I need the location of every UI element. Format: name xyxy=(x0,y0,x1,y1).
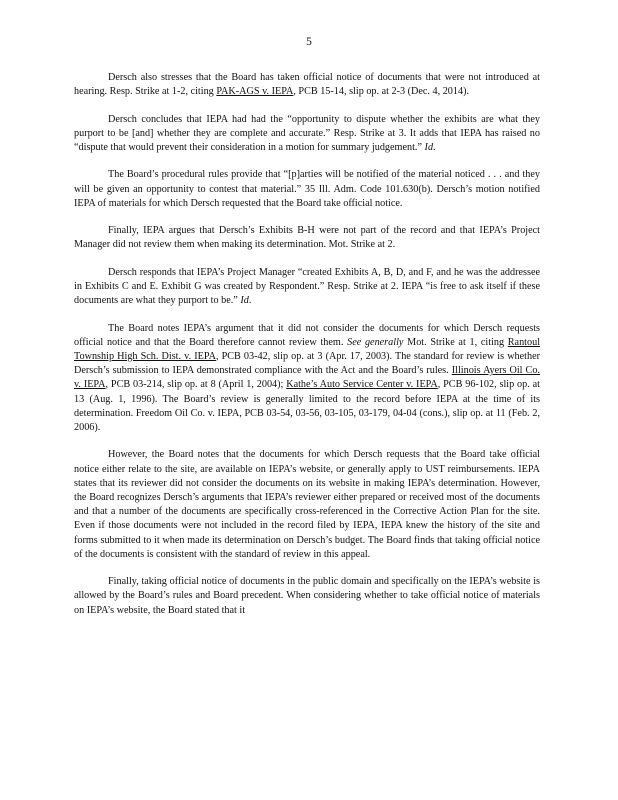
italic-signal: Id xyxy=(240,295,249,307)
case-citation: PAK-AGS v. IEPA xyxy=(216,86,294,98)
paragraph-2 xyxy=(74,113,540,156)
page-number: 5 xyxy=(306,36,312,48)
case-citation: Kathe’s Auto Service Center v. IEPA xyxy=(286,379,438,391)
paragraph-text: , PCB 03-214, slip op. at 8 (April 1, 2004); xyxy=(105,379,287,391)
paragraph-text: . xyxy=(433,142,436,153)
paragraph-text: , PCB 03-42, slip op. at 3 (Apr. 17, 2003). The standard for review is whether Dersch’s submission to IEPA demonstrated compliance with the Act and the Board’s rules. xyxy=(74,350,541,377)
case-citation: Illinois Ayers Oil Co. v. IEPA xyxy=(74,365,540,391)
italic-signal: Id xyxy=(424,142,434,153)
paragraph-text: Dersch concludes that IEPA had had the “opportunity to dispute whether the exhibits are what they purport to be [and] whether they are complete and accurate.” Resp. Strike at 3. It adds that IEPA has raised no “dispute that would prevent their consideration in a motion for summary judgement.” xyxy=(74,113,540,153)
paragraph-text: Dersch also stresses that the Board has taken official notice of documents that were not introduced at hearing. Resp. Strike at 1-2, citing xyxy=(74,72,540,98)
italic-signal: See generally xyxy=(347,336,404,348)
paragraph-6 xyxy=(74,322,540,436)
document-body xyxy=(74,71,540,631)
paragraph-7 xyxy=(74,448,540,562)
paragraph-text: Finally, taking official notice of documents in the public domain and specifically on the IEPA’s website is allowed by the Board’s rules and Board precedent. When considering whether to take official notice of materials on IEPA’s website, the Board stated that it xyxy=(74,576,540,616)
paragraph-3 xyxy=(74,168,540,211)
paragraph-5 xyxy=(74,266,540,309)
paragraph-text: The Board’s procedural rules provide that “[p]arties will be notified of the material noticed . . . and they will be given an opportunity to contest that material.” 35 Ill. Adm. Code 101.630(b). Dersch’s motion notified IEPA of materials for which Dersch requested that the Board take official notice. xyxy=(74,169,540,209)
paragraph-1 xyxy=(74,71,540,99)
paragraph-text: The Board notes IEPA’s argument that it did not consider the documents for which Dersch requests official notice and that the Board therefore cannot review them. xyxy=(74,322,540,348)
paragraph-4 xyxy=(74,224,540,252)
paragraph-8 xyxy=(74,575,540,618)
case-citation: Rantoul Township High Sch. Dist. v. IEPA xyxy=(74,336,541,362)
paragraph-text: , PCB 96-102, slip op. at 13 (Aug. 1, 1996). The Board’s review is generally limited to the record before IEPA at the time of its determination. Freedom Oil Co. v. IEPA, PCB 03-54, 03-56, 03-105, 03-179, 04-04 (cons.), slip op. at 11 (Feb. 2, 2006). xyxy=(74,379,540,433)
paragraph-text: , PCB 15-14, slip op. at 2-3 (Dec. 4, 2014). xyxy=(293,86,470,98)
paragraph-text: Dersch responds that IEPA’s Project Manager “created Exhibits A, B, D, and F, and he was the addressee in Exhibits C and E. Exhibit G was created by Respondent.” Resp. Strike at 2. IEPA “is free to ask itself if these documents are what they purport to be.” xyxy=(74,266,540,307)
paragraph-text: However, the Board notes that the documents for which Dersch requests that the Board take official notice either relate to the site, are available on IEPA’s website, or generally apply to UST reimbursements. IEPA states that its reviewer did not consider the documents on its website in making IEPA’s determination. However, the Board recognizes Dersch’s arguments that IEPA’s reviewer either prepared or received most of the documents and that a number of the documents are specifically cross-referenced in the Corrective Action Plan for the site. Even if those documents were not included in the record filed by IEPA, IEPA knew the history of the site and forms submitted to it when made its determination on Dersch’s budget. The Board finds that taking official notice of the documents is consistent with the standard of review in this appeal. xyxy=(74,449,540,560)
paragraph-text: . xyxy=(248,295,252,307)
paragraph-text: Finally, IEPA argues that Dersch’s Exhibits B-H were not part of the record and that IEPA’s Project Manager did not review them when making its determination. Mot. Strike at 2. xyxy=(74,225,540,251)
paragraph-text: Mot. Strike at 1, citing xyxy=(403,336,508,348)
